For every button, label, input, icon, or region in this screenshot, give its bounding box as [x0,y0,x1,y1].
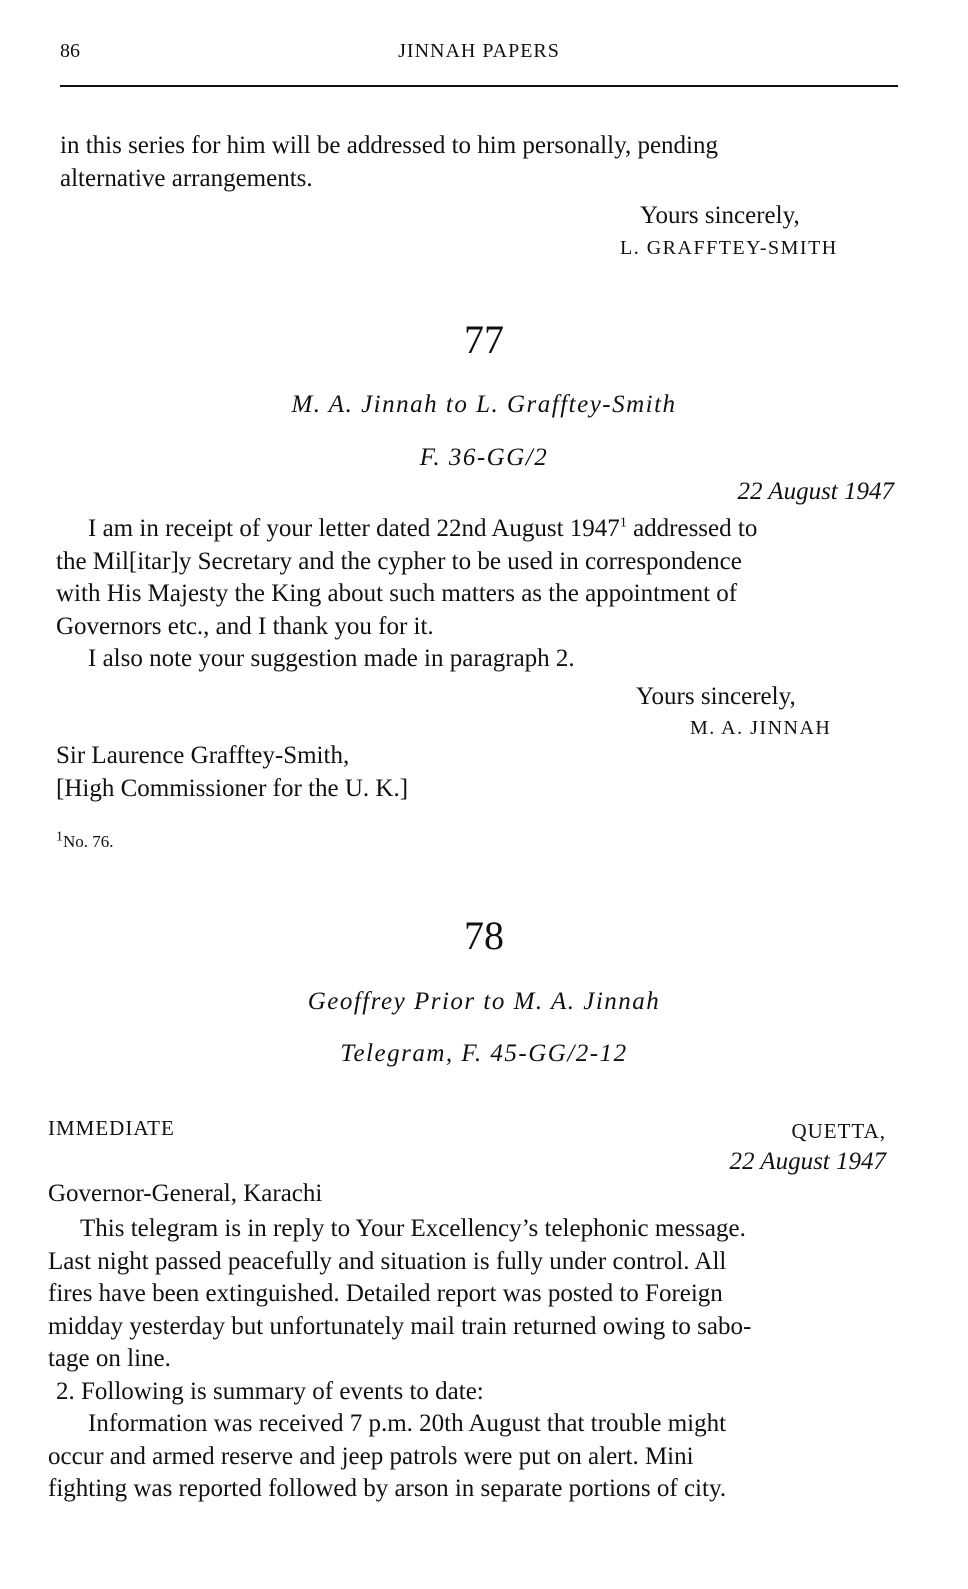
place: QUETTA, [791,1119,886,1143]
text-line: fires have been extinguished. Detailed report was posted to Foreign [48,1280,723,1307]
addressee-block [56,740,408,805]
text-line: tage on line. [48,1345,171,1372]
text-line: Information was received 7 p.m. 20th August that trouble might [88,1410,727,1437]
closing: Yours sincerely, [640,202,800,229]
document-title: M. A. Jinnah to L. Grafftey-Smith [291,391,677,418]
addressee-line: Sir Laurence Grafftey-Smith, [56,742,350,769]
continuation-text [60,130,718,195]
document-reference: Telegram, F. 45-GG/2-12 [340,1040,628,1067]
document-number: 77 [464,317,504,362]
document-date: 22 August 1947 [729,1148,886,1175]
document-number: 78 [464,913,504,958]
text-line: I am in receipt of your letter dated 22nd August 1947$^1$ addressed to [88,515,758,542]
running-title: JINNAH PAPERS [398,40,560,62]
document-reference: F. 36-GG/2 [419,444,549,471]
priority-marking: IMMEDIATE [48,1116,175,1140]
page-number: 86 [60,40,80,62]
document-date: 22 August 1947 [737,478,894,505]
text-line: I also note your suggestion made in paragraph 2. [88,645,575,672]
telegram-body [48,1213,751,1506]
footnote: $^1$No. 76. [56,829,114,851]
text-line: alternative arrangements. [60,164,313,192]
letter-body [56,513,757,676]
text-line: in this series for him will be addressed to him personally, pending [60,132,718,159]
text-line: midday yesterday but unfortunately mail train returned owing to sabo- [48,1312,752,1340]
text-line: 2. Following is summary of events to date: [56,1377,484,1405]
header-rule [60,85,898,87]
text-line: Governors etc., and I thank you for it. [56,612,434,640]
signature: L. GRAFFTEY-SMITH [620,237,838,259]
addressee-line: [High Commissioner for the U. K.] [56,774,409,802]
text-line: occur and armed reserve and jeep patrols were put on alert. Mini [48,1442,694,1470]
text-line: This telegram is in reply to Your Excellency’s telephonic message. [80,1215,746,1242]
closing: Yours sincerely, [636,683,796,710]
signature: M. A. JINNAH [690,717,832,739]
text-line: with His Majesty the King about such matters as the appointment of [56,580,738,607]
telegram-addressee: Governor-General, Karachi [48,1180,323,1207]
text-line: the Mil[itar]y Secretary and the cypher to be used in correspondence [56,547,742,575]
document-title: Geoffrey Prior to M. A. Jinnah [307,988,661,1015]
text-line: Last night passed peacefully and situation is fully under control. All [48,1247,727,1275]
footnote-ref: 1 [619,515,627,531]
text-line: fighting was reported followed by arson in separate portions of city. [48,1475,727,1502]
